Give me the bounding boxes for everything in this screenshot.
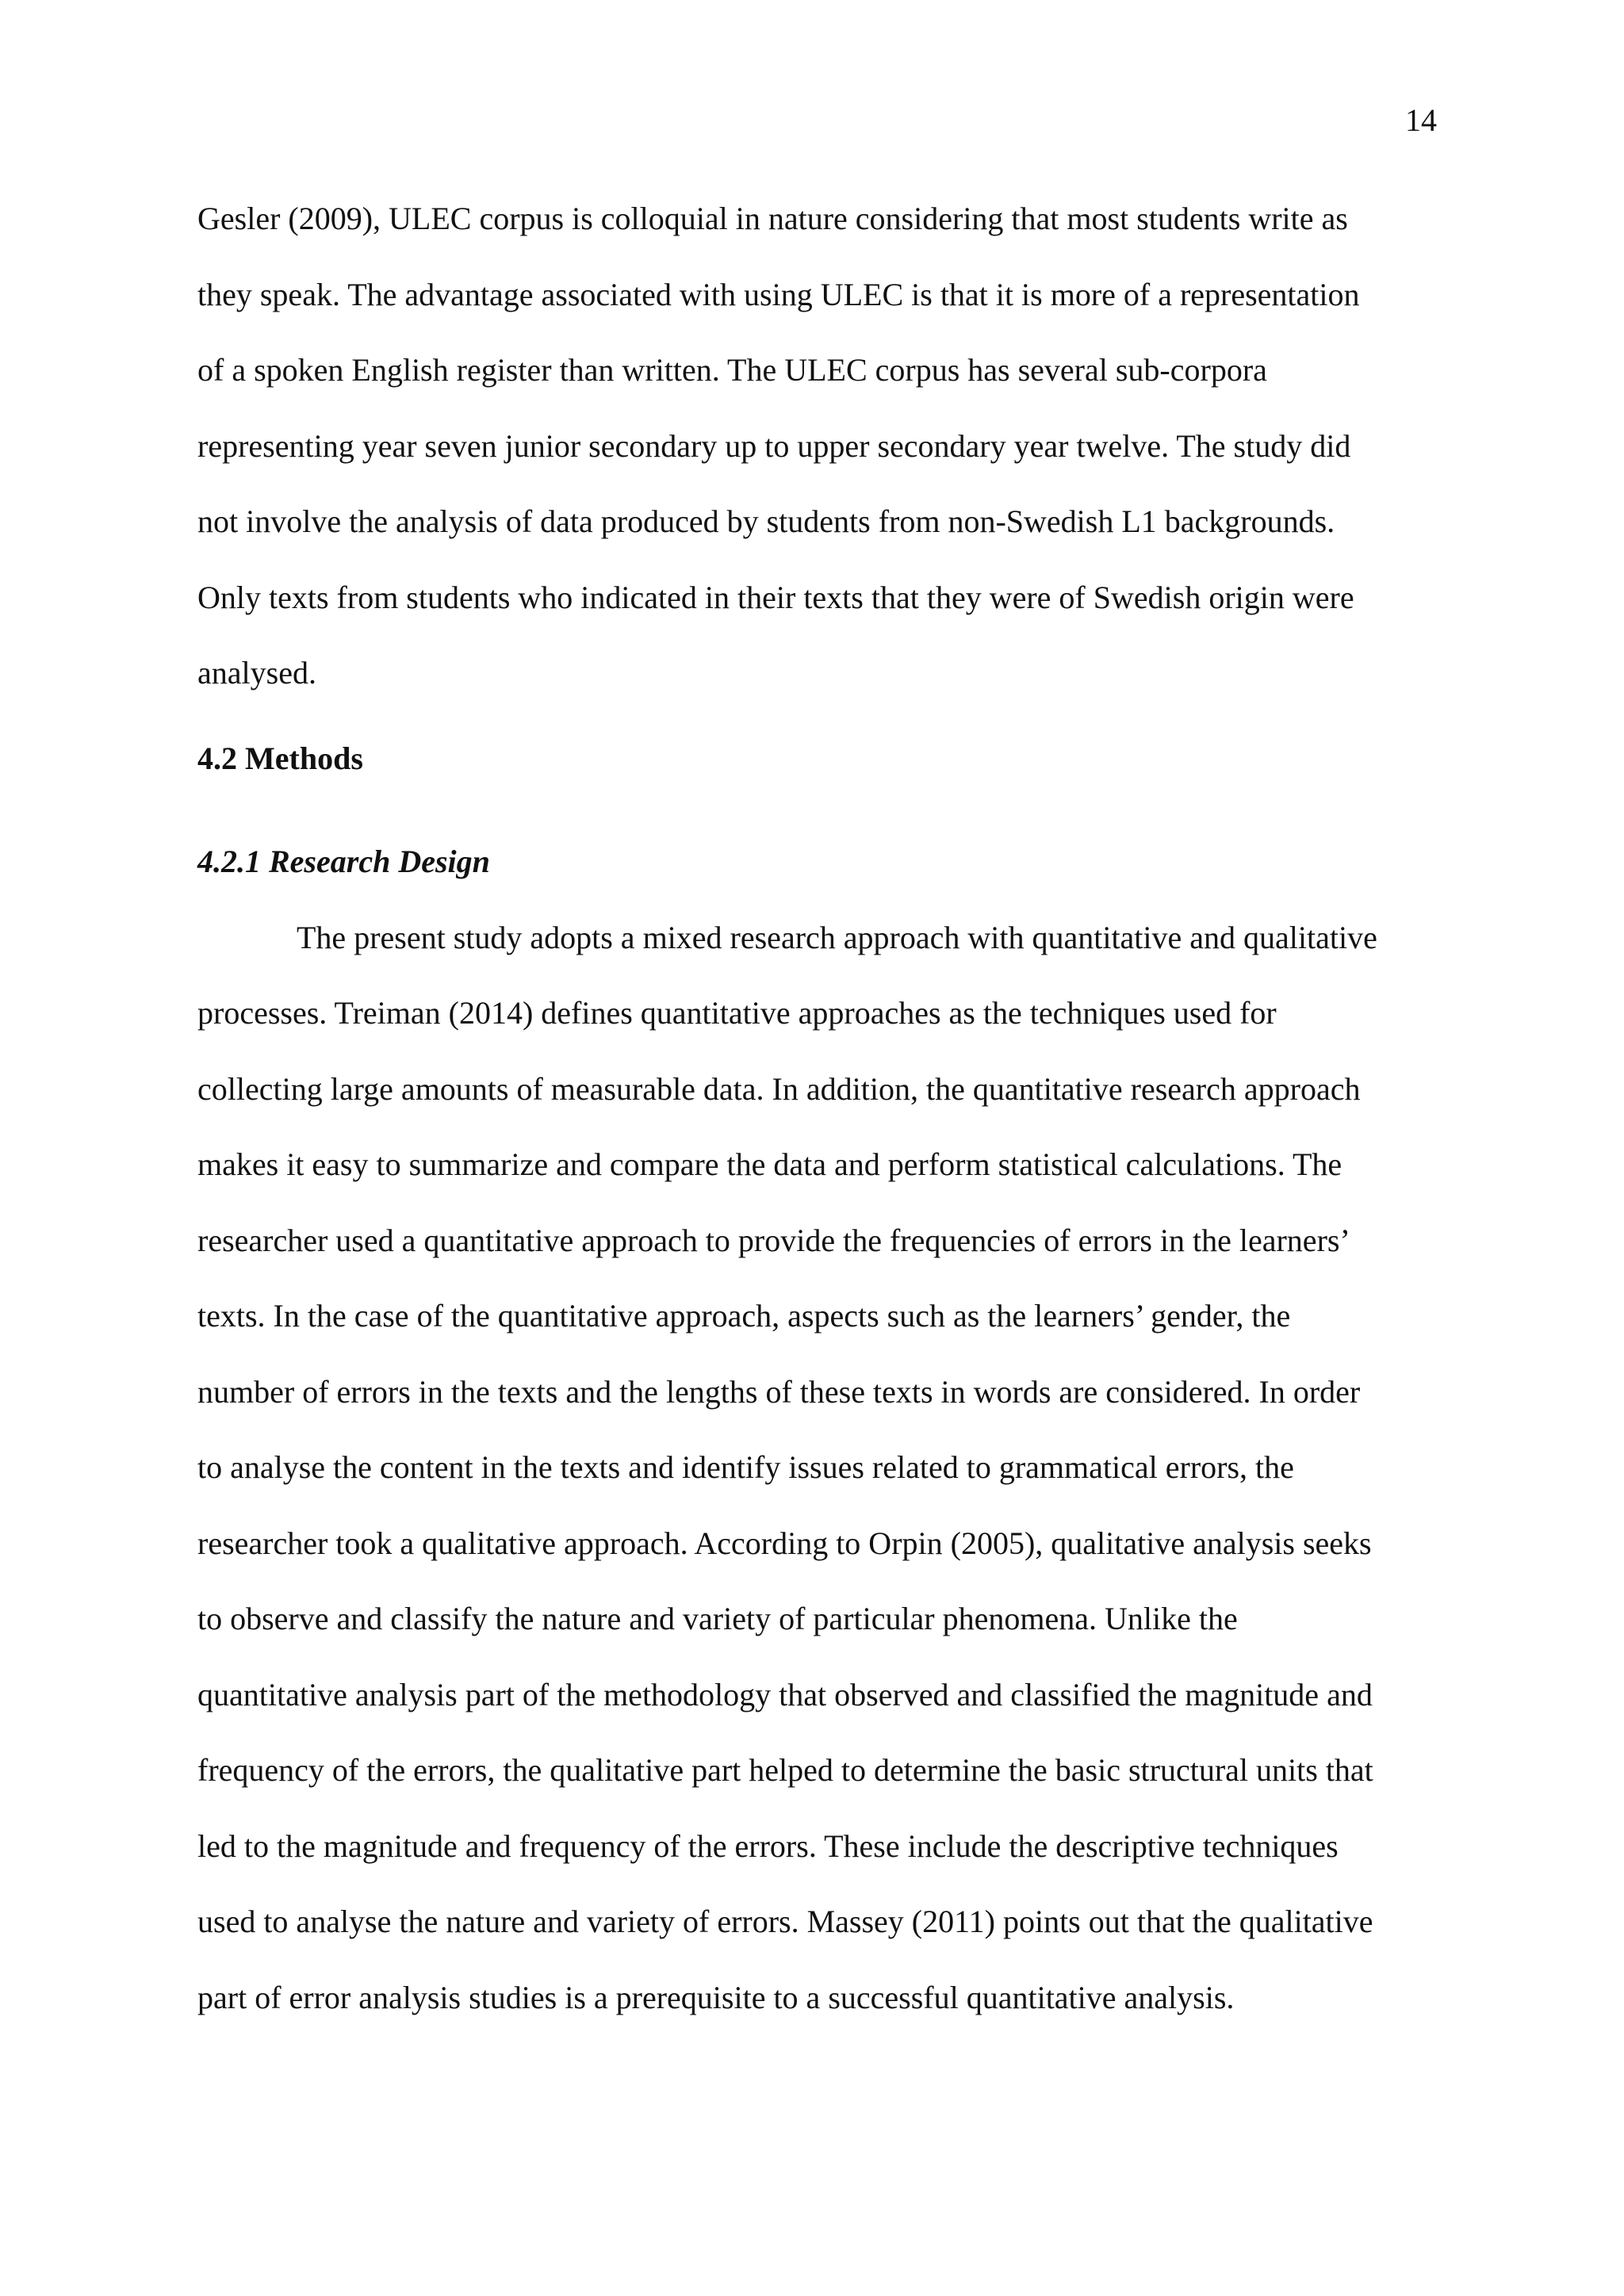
paragraph-corpus-description [197,181,1434,711]
text-line: number of errors in the texts and the lengths of these texts in words are considered. In order [197,1373,1361,1410]
text-line: quantitative analysis part of the methodology that observed and classified the magnitude and [197,1676,1373,1712]
text-line: part of error analysis studies is a prerequisite to a successful quantitative analysis. [197,1979,1235,2015]
text-line: of a spoken English register than written. The ULEC corpus has several sub-corpora [197,352,1267,388]
text-line: The present study adopts a mixed research approach with quantitative and qualitative [297,919,1377,955]
document-body [197,181,1434,2035]
text-line: not involve the analysis of data produced by students from non-Swedish L1 backgrounds. [197,503,1335,539]
text-line: Gesler (2009), ULEC corpus is colloquial in nature considering that most students write as [197,201,1348,236]
section-heading: 4.2 Methods [197,740,363,776]
text-line: researcher took a qualitative approach. According to Orpin (2005), qualitative analysis seeks [197,1525,1372,1561]
text-line: processes. Treiman (2014) defines quantitative approaches as the techniques used for [197,995,1277,1031]
text-line: collecting large amounts of measurable data. In addition, the quantitative research approach [197,1070,1361,1107]
text-line: Only texts from students who indicated in their texts that they were of Swedish origin were [197,579,1354,615]
text-line: makes it easy to summarize and compare the data and perform statistical calculations. The [197,1146,1342,1182]
page-number: 14 [1405,102,1437,138]
text-line: to observe and classify the nature and variety of particular phenomena. Unlike the [197,1601,1238,1636]
text-line: analysed. [197,655,316,691]
text-line: led to the magnitude and frequency of the errors. These include the descriptive techniques [197,1827,1339,1864]
paragraph-research-design [197,900,1434,2036]
text-line: used to analyse the nature and variety of errors. Massey (2011) points out that the qualitative [197,1904,1373,1939]
text-line: texts. In the case of the quantitative approach, aspects such as the learners’ gender, the [197,1298,1291,1334]
text-line: frequency of the errors, the qualitative part helped to determine the basic structural units that [197,1752,1373,1788]
text-line: to analyse the content in the texts and identify issues related to grammatical errors, the [197,1449,1294,1485]
text-line: they speak. The advantage associated with using ULEC is that it is more of a representation [197,276,1360,312]
text-line: representing year seven junior secondary up to upper secondary year twelve. The study did [197,427,1351,464]
text-line: researcher used a quantitative approach to provide the frequencies of errors in the learners’ [197,1222,1350,1258]
subsection-heading: 4.2.1 Research Design [197,843,490,879]
